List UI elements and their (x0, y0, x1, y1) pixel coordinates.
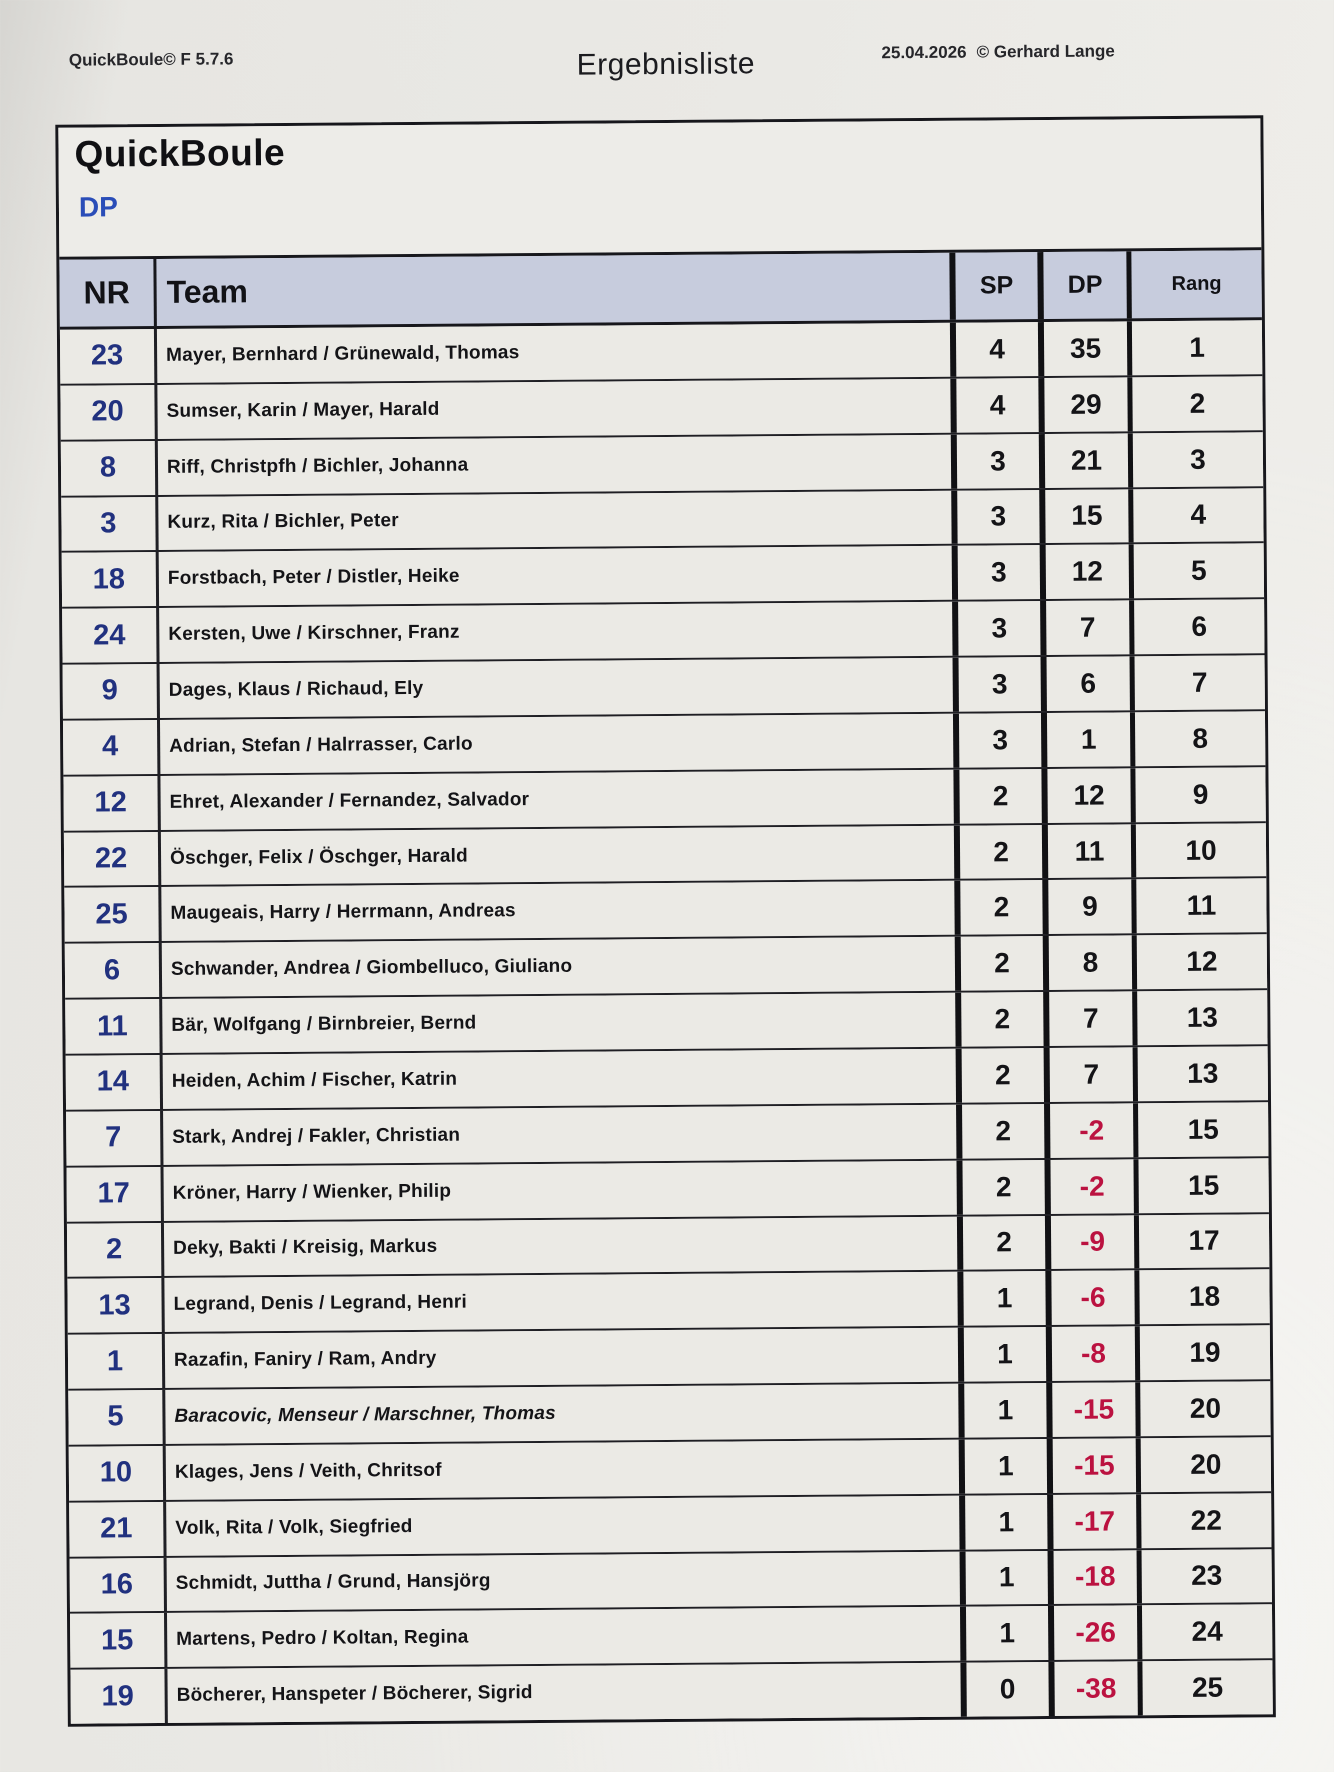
dp-value: 29 (1044, 377, 1132, 432)
column-header-dp: DP (1043, 251, 1132, 319)
team-names: Volk, Rita / Volk, Siegfried (166, 1495, 965, 1555)
rang-value: 22 (1190, 1504, 1222, 1536)
team-names: Öschger, Felix / Öschger, Harald (161, 825, 960, 885)
dp-value: 7 (1049, 991, 1137, 1046)
team-number: 24 (62, 608, 159, 663)
rang-value: 25 (1191, 1671, 1224, 1704)
table-header-row (59, 250, 1262, 329)
rang-value: 24 (1191, 1615, 1223, 1648)
table-title-box (58, 118, 1261, 259)
team-number: 13 (67, 1278, 164, 1333)
sp-value: 2 (961, 936, 1049, 991)
dp-value: -17 (1053, 1494, 1141, 1549)
dp-value: -38 (1054, 1662, 1142, 1717)
rang-value: 18 (1188, 1280, 1221, 1313)
dp-value: 1 (1047, 712, 1135, 767)
dp-value: 11 (1048, 824, 1136, 879)
table-row (70, 1605, 1272, 1670)
sp-value: 3 (959, 657, 1047, 712)
dp-value: 15 (1045, 489, 1133, 544)
dp-value: 12 (1047, 768, 1135, 823)
sp-value: 4 (956, 378, 1044, 433)
sp-value: 3 (959, 713, 1047, 768)
table-row (61, 488, 1263, 553)
team-names: Schwander, Andrea / Giombelluco, Giuliano (162, 937, 961, 997)
sp-value: 1 (966, 1551, 1054, 1606)
app-version-label: QuickBoule© F 5.7.6 (68, 49, 234, 70)
table-row (65, 990, 1267, 1055)
dp-value: 9 (1048, 880, 1136, 935)
team-names: Kröner, Harry / Wienker, Philip (163, 1160, 962, 1220)
dp-value: -15 (1053, 1438, 1141, 1493)
results-table (55, 115, 1276, 1726)
sp-value: 2 (960, 880, 1048, 935)
table-row (67, 1214, 1269, 1279)
date-copyright (881, 41, 1114, 63)
dp-value: -2 (1050, 1103, 1138, 1158)
team-number: 5 (68, 1390, 165, 1445)
rang-value: 23 (1191, 1560, 1223, 1592)
team-number: 25 (64, 887, 161, 942)
table-row (69, 1493, 1271, 1558)
rang-value: 8 (1192, 722, 1209, 754)
team-number: 23 (60, 329, 157, 384)
table-row (68, 1381, 1270, 1446)
sp-value: 3 (958, 545, 1046, 600)
team-names: Heiden, Achim / Fischer, Katrin (163, 1049, 962, 1109)
dp-value: -2 (1050, 1159, 1138, 1214)
print-date: 25.04.2026 (881, 42, 967, 63)
rang-value: 20 (1189, 1392, 1222, 1424)
team-number: 12 (63, 776, 160, 831)
rang-value: 10 (1185, 834, 1217, 866)
team-names: Mayer, Bernhard / Grünewald, Thomas (157, 323, 956, 383)
sp-value: 3 (958, 601, 1046, 656)
table-body (60, 320, 1273, 1723)
team-names: Maugeais, Harry / Herrmann, Andreas (161, 881, 960, 941)
table-title: QuickBoule (74, 131, 286, 175)
table-row (60, 320, 1262, 385)
dp-value: 35 (1044, 321, 1132, 376)
dp-value: 7 (1046, 601, 1134, 656)
rang-value: 3 (1190, 443, 1206, 475)
sp-value: 2 (959, 769, 1047, 824)
rang-value: 12 (1186, 945, 1218, 978)
sp-value: 3 (957, 434, 1045, 489)
team-number: 3 (61, 497, 158, 552)
table-row (66, 1046, 1268, 1111)
rang-value: 13 (1186, 1001, 1219, 1033)
rang-value: 15 (1187, 1113, 1219, 1145)
team-number: 16 (70, 1558, 167, 1613)
dp-value: -15 (1052, 1382, 1140, 1437)
column-header-sp: SP (955, 252, 1044, 320)
dp-value: 12 (1046, 545, 1134, 600)
column-header-rang: Rang (1171, 272, 1222, 296)
team-number: 9 (63, 664, 160, 719)
table-subtitle: DP (78, 191, 118, 223)
dp-value: 8 (1049, 936, 1137, 991)
team-number: 7 (66, 1111, 163, 1166)
team-number: 22 (64, 832, 161, 887)
table-row (70, 1661, 1272, 1724)
team-names: Martens, Pedro / Koltan, Regina (167, 1607, 966, 1667)
team-names: Dages, Klaus / Richaud, Ely (160, 658, 959, 718)
team-names: Baracovic, Menseur / Marschner, Thomas (165, 1384, 964, 1444)
table-row (60, 376, 1262, 441)
sp-value: 2 (962, 1160, 1050, 1215)
document-title: Ergebnisliste (576, 47, 756, 82)
team-number: 11 (65, 999, 162, 1054)
team-number: 8 (61, 441, 158, 496)
team-number: 14 (66, 1055, 163, 1110)
sp-value: 1 (965, 1495, 1053, 1550)
team-number: 18 (62, 552, 159, 607)
table-row (64, 879, 1266, 944)
team-names: Schmidt, Juttha / Grund, Hansjörg (167, 1551, 966, 1611)
table-row (66, 1102, 1268, 1167)
rang-value: 2 (1189, 387, 1206, 419)
team-number: 10 (69, 1446, 166, 1501)
table-row (67, 1270, 1269, 1335)
rang-value: 17 (1188, 1225, 1220, 1257)
team-names: Legrand, Denis / Legrand, Henri (164, 1272, 963, 1332)
rang-value: 1 (1189, 331, 1205, 363)
sp-value: 1 (963, 1271, 1051, 1326)
table-row (69, 1437, 1271, 1502)
rang-value: 20 (1190, 1448, 1222, 1480)
sp-value: 2 (960, 825, 1048, 880)
sp-value: 1 (964, 1383, 1052, 1438)
team-names: Forstbach, Peter / Distler, Heike (159, 546, 958, 606)
table-row (63, 767, 1265, 832)
rang-value: 6 (1191, 610, 1208, 643)
sp-value: 1 (966, 1606, 1054, 1661)
column-header-team: Team (156, 253, 956, 326)
sp-value: 2 (961, 992, 1049, 1047)
dp-value: -18 (1054, 1550, 1142, 1605)
table-row (65, 935, 1267, 1000)
table-row (61, 432, 1263, 497)
sp-value: 1 (965, 1439, 1053, 1494)
table-row (64, 823, 1266, 888)
dp-value: -8 (1052, 1326, 1140, 1381)
team-names: Stark, Andrej / Fakler, Christian (163, 1104, 962, 1164)
rang-value: 5 (1190, 555, 1207, 587)
dp-value: -26 (1054, 1606, 1142, 1661)
team-names: Sumser, Karin / Mayer, Harald (157, 379, 956, 439)
rang-value: 19 (1189, 1336, 1221, 1369)
rang-value: 11 (1186, 890, 1217, 922)
sp-value: 4 (956, 322, 1044, 377)
sp-value: 2 (962, 1104, 1050, 1159)
table-row (68, 1325, 1270, 1390)
rang-value: 4 (1190, 499, 1207, 531)
dp-value: 7 (1050, 1047, 1138, 1102)
copyright-label: © Gerhard Lange (976, 41, 1115, 62)
sp-value: 2 (962, 1048, 1050, 1103)
team-names: Deky, Bakti / Kreisig, Markus (164, 1216, 963, 1276)
table-row (62, 600, 1264, 665)
dp-value: -9 (1051, 1215, 1139, 1270)
table-row (63, 655, 1265, 720)
team-number: 19 (70, 1669, 167, 1724)
sp-value: 1 (964, 1327, 1052, 1382)
dp-value: -6 (1051, 1271, 1139, 1326)
team-names: Kersten, Uwe / Kirschner, Franz (159, 602, 958, 662)
team-number: 4 (63, 720, 160, 775)
team-names: Riff, Christpfh / Bichler, Johanna (158, 434, 957, 494)
team-number: 2 (67, 1222, 164, 1277)
team-number: 1 (68, 1334, 165, 1389)
table-row (62, 544, 1264, 609)
rang-value: 15 (1187, 1169, 1220, 1201)
team-names: Ehret, Alexander / Fernandez, Salvador (160, 769, 959, 829)
team-number: 21 (69, 1502, 166, 1557)
sp-value: 3 (957, 490, 1045, 545)
sp-value: 0 (966, 1662, 1054, 1717)
team-number: 20 (60, 385, 157, 440)
team-names: Böcherer, Hanspeter / Böcherer, Sigrid (167, 1663, 966, 1723)
column-header-nr: NR (59, 259, 157, 327)
team-names: Klages, Jens / Veith, Chritsof (166, 1440, 965, 1500)
table-row (63, 711, 1265, 776)
team-names: Razafin, Faniry / Ram, Andry (165, 1328, 964, 1388)
team-names: Kurz, Rita / Bichler, Peter (158, 490, 957, 550)
dp-value: 6 (1047, 656, 1135, 711)
sp-value: 2 (963, 1215, 1051, 1270)
table-row (70, 1549, 1272, 1614)
rang-value: 7 (1191, 666, 1208, 698)
team-names: Adrian, Stefan / Halrrasser, Carlo (160, 714, 959, 774)
team-number: 17 (66, 1167, 163, 1222)
rang-value: 13 (1187, 1057, 1219, 1089)
team-names: Bär, Wolfgang / Birnbreier, Bernd (162, 993, 961, 1053)
team-number: 15 (70, 1613, 167, 1668)
rang-value: 9 (1192, 778, 1209, 810)
dp-value: 21 (1045, 433, 1133, 488)
team-number: 6 (65, 943, 162, 998)
table-row (66, 1158, 1268, 1223)
